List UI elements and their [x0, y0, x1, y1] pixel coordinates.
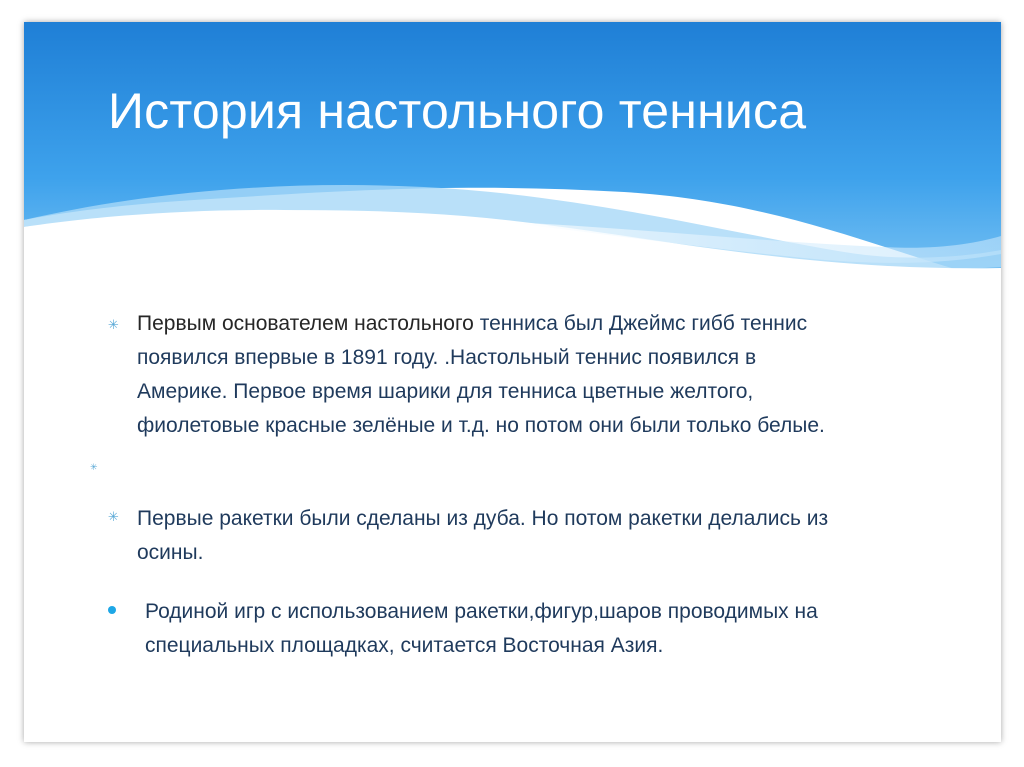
small-star-bullet-icon: ✳: [90, 463, 98, 473]
bullet-1-line-2: появился впервые в 1891 году. .Настольный теннис появился в: [137, 346, 757, 369]
bullet-3-line-2: осины.: [137, 541, 204, 564]
bullet-1-line-3: Америке. Первое время шарики для тенниса цветные желтого,: [137, 380, 754, 403]
dot-bullet-icon: [108, 606, 116, 614]
bullet-4-line-1: Родиной игр с использованием ракетки,фигур,шаров проводимых на: [145, 600, 818, 623]
bullet-3-line-1: Первые ракетки были сделаны из дуба. Но потом ракетки делались из: [137, 507, 829, 530]
star-bullet-icon: ✳: [108, 318, 119, 333]
slide: [24, 22, 1001, 742]
bullet-text-3: [137, 502, 957, 570]
bullet-text-4: [145, 595, 965, 663]
star-bullet-icon: ✳: [108, 510, 119, 525]
slide-title: История настольного тенниса: [108, 83, 807, 139]
bullet-4-line-2: специальных площадках, считается Восточная Азия.: [145, 634, 664, 657]
bullet-1-line-4: фиолетовые красные зелёные и т.д. но потом они были только белые.: [137, 414, 825, 437]
bullet-1-line-1: Первым основателем настольного тенниса был Джеймс гибб теннис: [137, 312, 808, 335]
slide-body: [24, 22, 1001, 742]
bullet-text-1: [137, 307, 957, 443]
